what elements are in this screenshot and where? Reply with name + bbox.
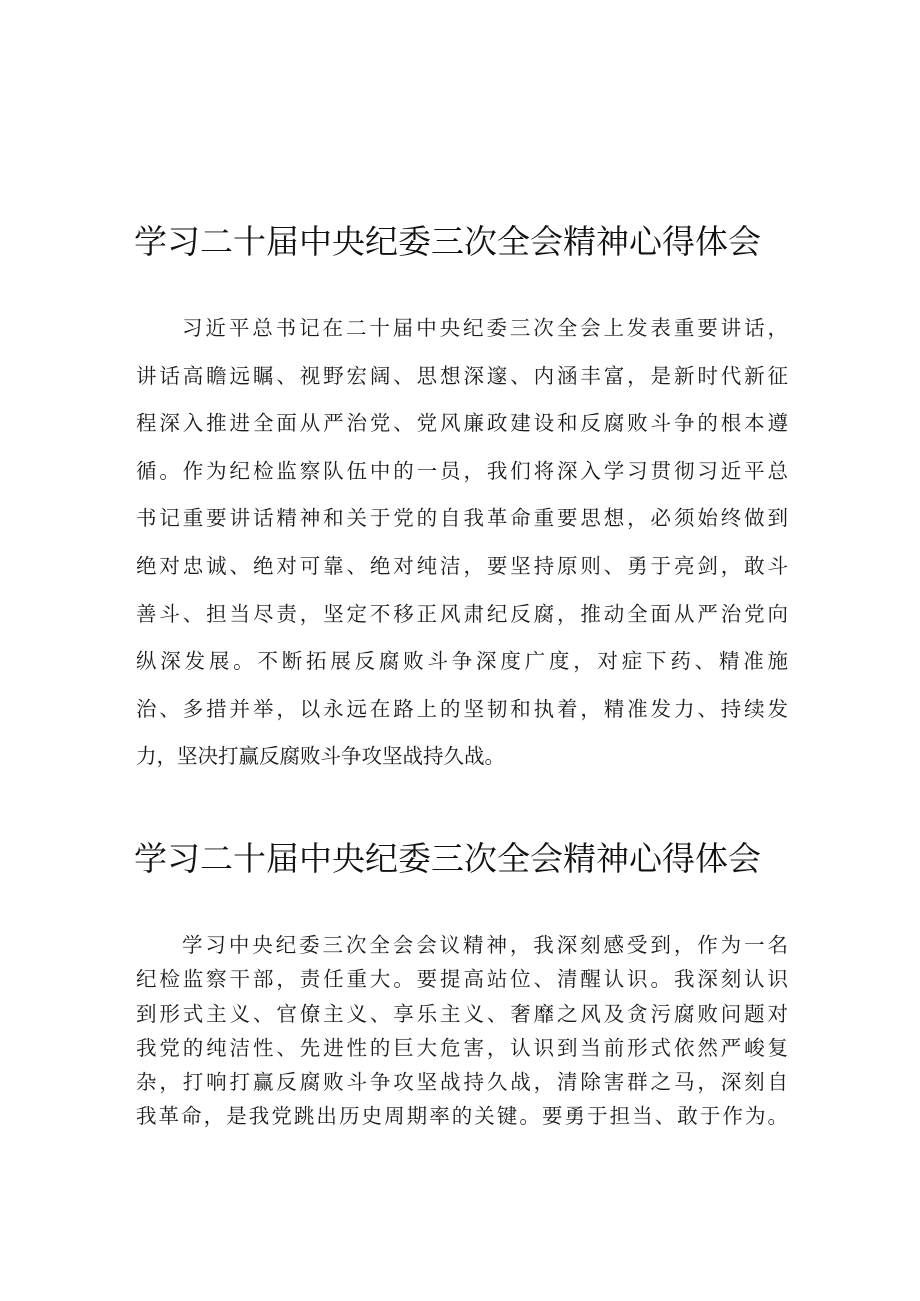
section-1-title: 学习二十届中央纪委三次全会精神心得体会 <box>134 222 761 261</box>
paragraph-line: 善斗、担当尽责，坚定不移正风肃纪反腐，推动全面从严治党向 <box>136 601 788 626</box>
paragraph-line: 我革命，是我党跳出历史周期率的关键。要勇于担当、敢于作为。 <box>136 1104 788 1129</box>
paragraph-line: 纵深发展。不断拓展反腐败斗争深度广度，对症下药、精准施 <box>136 649 788 674</box>
paragraph-line: 力，坚决打赢反腐败斗争攻坚战持久战。 <box>136 744 505 769</box>
paragraph-line: 治、多措并举，以永远在路上的坚韧和执着，精准发力、持续发 <box>136 696 788 721</box>
section-2-paragraph <box>136 928 788 1134</box>
paragraph-line: 杂，打响打赢反腐败斗争攻坚战持久战，清除害群之马，深刻自 <box>136 1070 788 1095</box>
paragraph-line: 学习中央纪委三次全会会议精神，我深刻感受到，作为一名 <box>182 933 788 957</box>
paragraph-line: 书记重要讲话精神和关于党的自我革命重要思想，必须始终做到 <box>136 506 788 531</box>
paragraph-line: 纪检监察干部，责任重大。要提高站位、清醒认识。我深刻认识 <box>136 967 788 992</box>
paragraph-line: 循。作为纪检监察队伍中的一员，我们将深入学习贯彻习近平总 <box>136 458 788 483</box>
paragraph-line: 我党的纯洁性、先进性的巨大危害，认识到当前形式依然严峻复 <box>136 1035 788 1060</box>
section-2-title: 学习二十届中央纪委三次全会精神心得体会 <box>134 839 761 878</box>
section-1-paragraph <box>136 305 788 781</box>
paragraph-line: 讲话高瞻远瞩、视野宏阔、思想深邃、内涵丰富，是新时代新征 <box>136 363 788 388</box>
paragraph-line: 程深入推进全面从严治党、党风廉政建设和反腐败斗争的根本遵 <box>136 411 788 436</box>
paragraph-line: 绝对忠诚、绝对可靠、绝对纯洁，要坚持原则、勇于亮剑，敢斗 <box>136 553 788 578</box>
paragraph-line: 习近平总书记在二十届中央纪委三次全会上发表重要讲话， <box>182 316 788 340</box>
paragraph-line: 到形式主义、官僚主义、享乐主义、奢靡之风及贪污腐败问题对 <box>136 1001 788 1026</box>
